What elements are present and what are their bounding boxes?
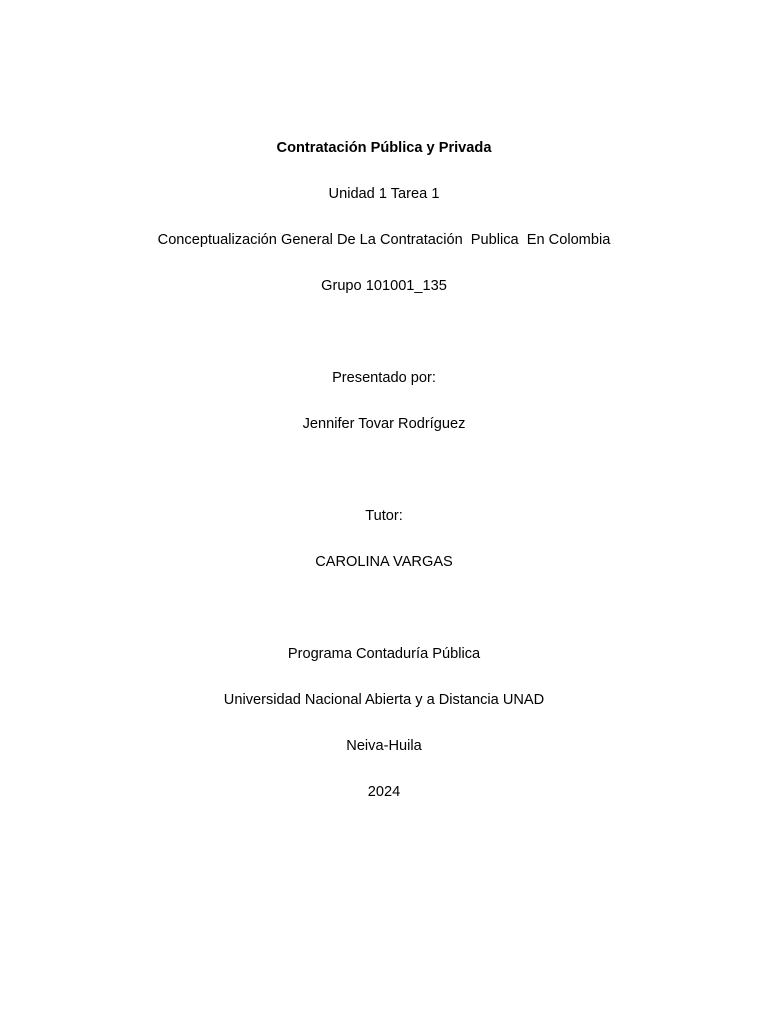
group-number: Grupo 101001_135 — [321, 278, 447, 294]
program-name: Programa Contaduría Pública — [287, 646, 481, 662]
topic: Conceptualización General De La Contratación Publica En Colombia — [157, 232, 611, 248]
unit-task: Unidad 1 Tarea 1 — [328, 186, 440, 202]
document-title: Contratación Pública y Privada — [276, 140, 492, 156]
university-name: Universidad Nacional Abierta y a Distancia UNAD — [223, 692, 545, 708]
city: Neiva-Huila — [346, 738, 422, 754]
tutor-label: Tutor: — [365, 508, 403, 524]
tutor-name: CAROLINA VARGAS — [315, 554, 453, 570]
presented-by-label: Presentado por: — [332, 370, 436, 386]
year: 2024 — [367, 784, 401, 800]
author-name: Jennifer Tovar Rodríguez — [302, 416, 466, 432]
